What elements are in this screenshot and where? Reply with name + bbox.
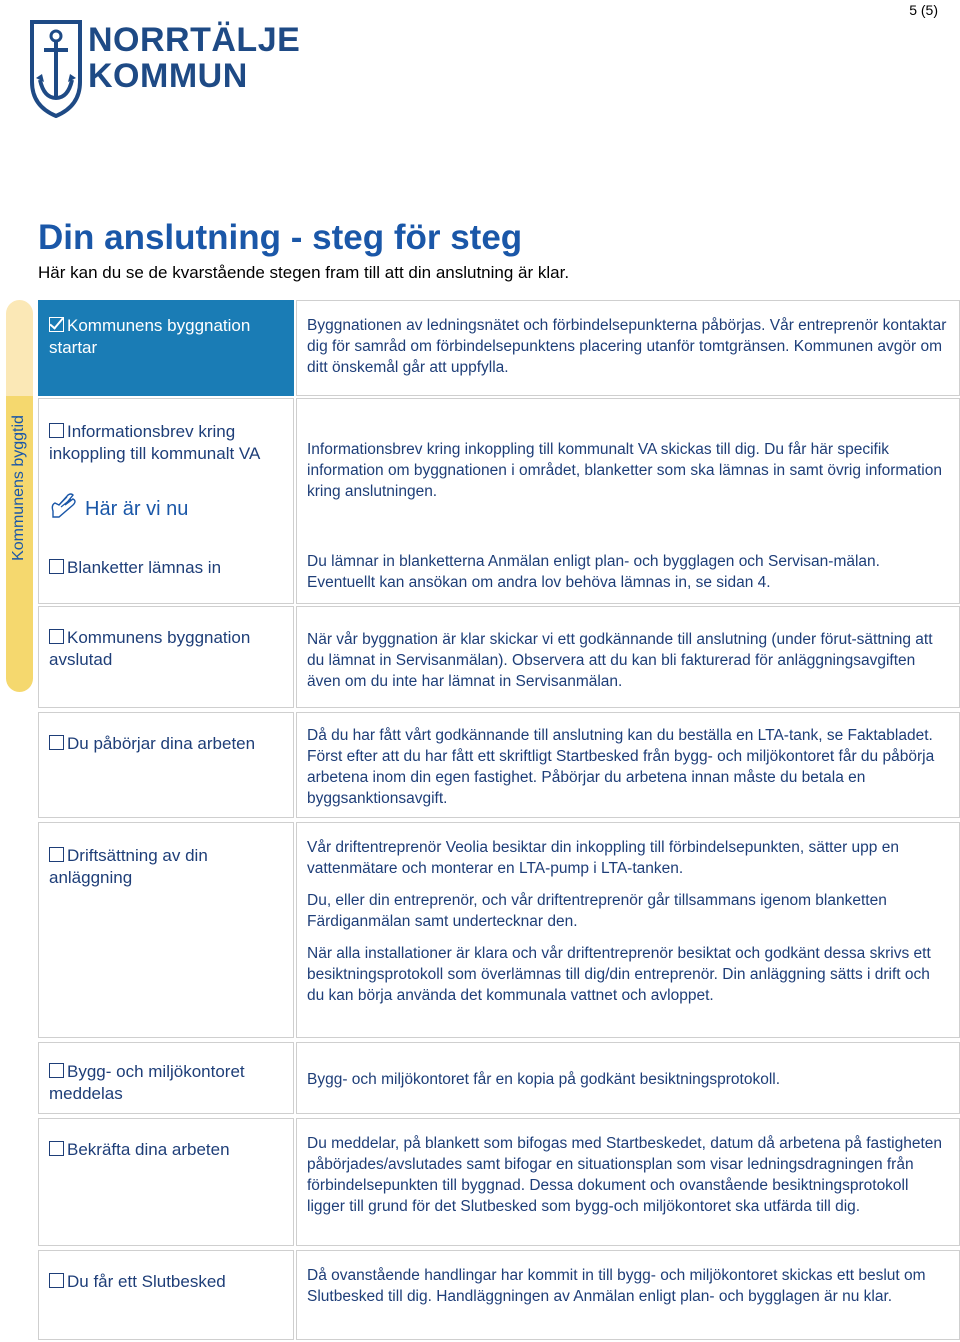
checkbox-icon (49, 1141, 64, 1156)
page-title: Din anslutning - steg för steg (38, 218, 523, 257)
step-label: Bekräfta dina arbeten (67, 1140, 230, 1159)
step-label: Du får ett Slutbesked (67, 1272, 226, 1291)
checkbox-icon (49, 629, 64, 644)
step-cell (38, 300, 294, 396)
checkbox-icon (49, 735, 64, 750)
step-cell (38, 1250, 294, 1340)
step-description-cell (296, 606, 960, 708)
step-cell (38, 1118, 294, 1246)
checkbox-icon (49, 1063, 64, 1078)
step-description: Du lämnar in blanketterna Anmälan enligt plan- och bygglagen och Servisan-mälan. Eventuellt kan ansökan om andra lov behöva lämnas in, se sidan 4. (307, 553, 880, 591)
sidebar-label: Kommunens byggtid (10, 415, 27, 561)
step-label: Informationsbrev kring inkoppling till kommunalt VA (49, 422, 261, 463)
step-row (38, 1042, 960, 1114)
step-description-cell (296, 712, 960, 818)
step-row (38, 398, 960, 604)
step-description: Byggnationen av ledningsnätet och förbindelsepunkterna påbörjas. Vår entreprenör kontaktar dig för samråd om förbindelsepunktens placering utanför tomtgränsen. Kommunen avgör om ditt önskemål går att uppfylla. (307, 317, 947, 376)
logo-line-1: NORRTÄLJE (88, 21, 301, 59)
step-description-cell (296, 822, 960, 1038)
step-cell (38, 398, 294, 604)
step-description: Vår driftentreprenör Veolia besiktar din inkoppling till förbindelsepunkten, sätter upp en vattenmätare och monterar en LTA-pump i LTA-tanken. (307, 839, 899, 877)
step-label: Kommunens byggnation startar (49, 316, 251, 357)
sidebar-band-top (6, 300, 33, 396)
step-description-cell (296, 1118, 960, 1246)
step-cell (38, 1042, 294, 1114)
step-row (38, 300, 960, 396)
municipality-logo (30, 18, 82, 123)
step-description: När vår byggnation är klar skickar vi ett godkännande till anslutning (under förut-sättning att du lämnat in Servisanmälan). Observera att du kan bli fakturerad för anläggningsavgiften även om du inte har lämnat in Servisanmälan. (307, 631, 933, 690)
logo-line-2: KOMMUN (88, 57, 248, 95)
checkbox-icon (49, 559, 64, 574)
step-label: Bygg- och miljökontoret meddelas (49, 1062, 245, 1103)
current-step-indicator (49, 493, 188, 521)
page-subtitle: Här kan du se de kvarstående stegen fram till att din anslutning är klar. (38, 263, 570, 282)
pointing-hand-icon (49, 493, 81, 519)
step-row (38, 1118, 960, 1246)
step-cell (38, 606, 294, 708)
step-description-cell (296, 300, 960, 396)
step-cell (38, 822, 294, 1038)
step-row (38, 606, 960, 708)
step-description: Då ovanstående handlingar har kommit in till bygg- och miljökontoret skickas ett beslut om Slutbesked till dig. Handläggningen av Anmälan enligt plan- och bygglagen är nu klar. (307, 1267, 926, 1305)
page-number: 5 (5) (909, 2, 938, 18)
step-row (38, 1250, 960, 1340)
step-description-cell (296, 1042, 960, 1114)
step-label: Du påbörjar dina arbeten (67, 734, 256, 753)
logo-text (88, 22, 300, 94)
step-label: Driftsättning av din anläggning (49, 846, 208, 887)
checked-checkbox-icon (49, 317, 64, 332)
step-row (38, 822, 960, 1038)
step-description: Då du har fått vårt godkännande till anslutning kan du beställa en LTA-tank, se Faktabladet. Först efter att du har fått ett skriftligt Startbesked från bygg- och miljökontoret får du påbörja arbetena inom din egen fastighet. Påbörjar du arbetena innan måste du betala en byggsanktionsavgift. (307, 727, 935, 807)
step-cell (38, 712, 294, 818)
step-row (38, 712, 960, 818)
step-description: Informationsbrev kring inkoppling till kommunalt VA skickas till dig. Du får här specifik information om byggnationen i området, blanketter som ska lämnas in samt övrig information kring anslutningen. (307, 441, 942, 500)
step-description: Du meddelar, på blankett som bifogas med Startbeskedet, datum då arbetena på fastigheten påbörjades/avslutades samt bifogar en situationsplan som visar ledningsdragningen från förbindelsepunkten till byggnad. Dessa dokument och ovanstående besiktningsprotokoll ligger till grund för det Slutbesked som bygg-och miljökontoret ska utfärda till dig. (307, 1135, 943, 1215)
checkbox-icon (49, 847, 64, 862)
step-description: Du, eller din entreprenör, och vår driftentreprenör går tillsammans igenom blanketten Färdiganmälan samt undertecknar den. (307, 892, 887, 930)
anchor-crest-icon (30, 18, 82, 118)
step-description-cell (296, 398, 960, 604)
checkbox-icon (49, 423, 64, 438)
step-description: Bygg- och miljökontoret får en kopia på godkänt besiktningsprotokoll. (307, 1071, 781, 1088)
step-description-cell (296, 1250, 960, 1340)
here-label: Här är vi nu (85, 498, 189, 520)
step-description: När alla installationer är klara och vår driftentreprenör besiktat och godkänt dessa skrivs ett besiktningsprotokoll som överlämnas till dig/din entreprenör. Din anläggning sätts i drift och du kan börja använda det kommunala vattnet och avloppet. (307, 945, 931, 1004)
checkbox-icon (49, 1273, 64, 1288)
step-label: Blanketter lämnas in (67, 558, 222, 577)
step-label: Kommunens byggnation avslutad (49, 628, 251, 669)
